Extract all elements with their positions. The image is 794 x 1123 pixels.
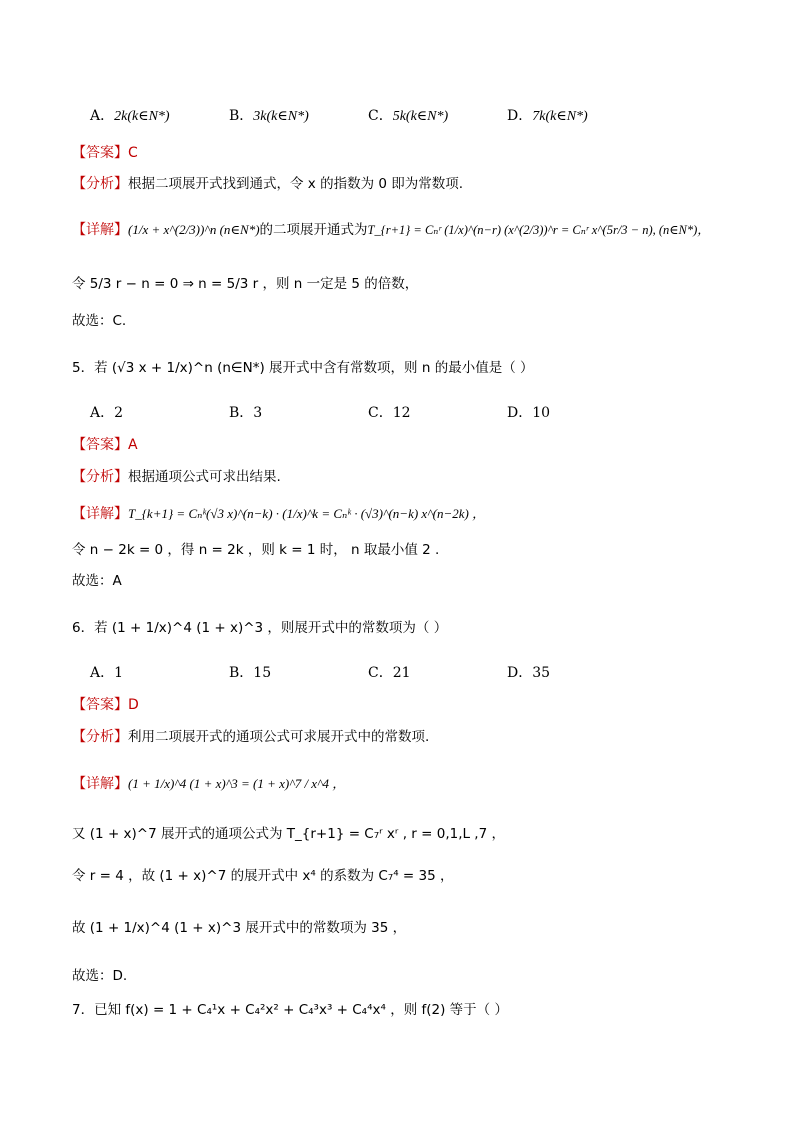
q6-line2: 又 (1 + x)^7 展开式的通项公式为 T_{r+1} = C₇ʳ xʳ , r = 0,1,L ,7 ，	[72, 826, 505, 842]
q5-choice-c[interactable]: C．12	[368, 405, 411, 421]
q5-analysis: 【分析】根据通项公式可求出结果.	[72, 469, 281, 485]
q4-analysis: 【分析】根据二项展开式找到通式，令 x 的指数为 0 即为常数项.	[72, 176, 464, 192]
q4-choice-c[interactable]: C．5k(k∈N*)	[368, 108, 449, 124]
q4-choices	[90, 105, 730, 128]
q4-conclusion: 故选：C.	[72, 313, 127, 329]
q4-choice-b[interactable]: B．3k(k∈N*)	[229, 108, 309, 124]
q4-line2: 令 5/3 r − n = 0 ⇒ n = 5/3 r ，则 n 一定是 5 的倍数，	[72, 276, 419, 292]
q6-answer: 【答案】D	[72, 697, 139, 713]
q6-stem: 6．若 (1 + 1/x)^4 (1 + x)^3 ，则展开式中的常数项为（ ）	[72, 620, 448, 636]
q6-conclusion: 故选：D.	[72, 968, 128, 984]
q6-choice-a[interactable]: A．1	[90, 665, 124, 681]
q6-line4: 故 (1 + 1/x)^4 (1 + x)^3 展开式中的常数项为 35 ，	[72, 920, 407, 936]
q5-line2: 令 n − 2k = 0 ，得 n = 2k ，则 k = 1 时， n 取最小值 2 .	[72, 542, 440, 558]
q5-conclusion: 故选：A	[72, 573, 122, 589]
q5-choice-b[interactable]: B．3	[229, 405, 263, 421]
q6-line3: 令 r = 4 ，故 (1 + x)^7 的展开式中 x⁴ 的系数为 C₇⁴ = 35 ，	[72, 868, 454, 884]
q5-stem: 5．若 (√3 x + 1/x)^n (n∈N*) 展开式中含有常数项，则 n 的最小值是（ ）	[72, 360, 534, 376]
q6-detail: 【详解】(1 + 1/x)^4 (1 + x)^3 = (1 + x)^7 / x^4 ，	[72, 776, 346, 792]
q5-answer: 【答案】A	[72, 437, 138, 453]
q6-choice-d[interactable]: D．35	[507, 665, 551, 681]
q6-choices	[90, 662, 730, 684]
q4-choice-d[interactable]: D．7k(k∈N*)	[507, 108, 588, 124]
q6-choice-b[interactable]: B．15	[229, 665, 272, 681]
q4-detail: 【详解】(1/x + x^(2/3))^n (n∈N*)的二项展开通式为T_{r+1} = Cₙʳ (1/x)^(n−r) (x^(2/3))^r = Cₙʳ x^(5r/3 − n), (n∈N*)，	[72, 222, 710, 238]
q5-choice-a[interactable]: A．2	[90, 405, 124, 421]
q5-choices	[90, 402, 730, 424]
q4-choice-a[interactable]: A．2k(k∈N*)	[90, 108, 170, 124]
q6-choice-c[interactable]: C．21	[368, 665, 411, 681]
q5-detail: 【详解】T_{k+1} = Cₙᵏ(√3 x)^(n−k) · (1/x)^k = Cₙᵏ · (√3)^(n−k) x^(n−2k) ，	[72, 506, 486, 522]
q7-stem: 7．已知 f(x) = 1 + C₄¹x + C₄²x² + C₄³x³ + C₄⁴x⁴ ，则 f(2) 等于（ ）	[72, 1002, 508, 1018]
q4-answer: 【答案】C	[72, 145, 138, 161]
q6-analysis: 【分析】利用二项展开式的通项公式可求展开式中的常数项.	[72, 729, 430, 745]
q5-choice-d[interactable]: D．10	[507, 405, 551, 421]
